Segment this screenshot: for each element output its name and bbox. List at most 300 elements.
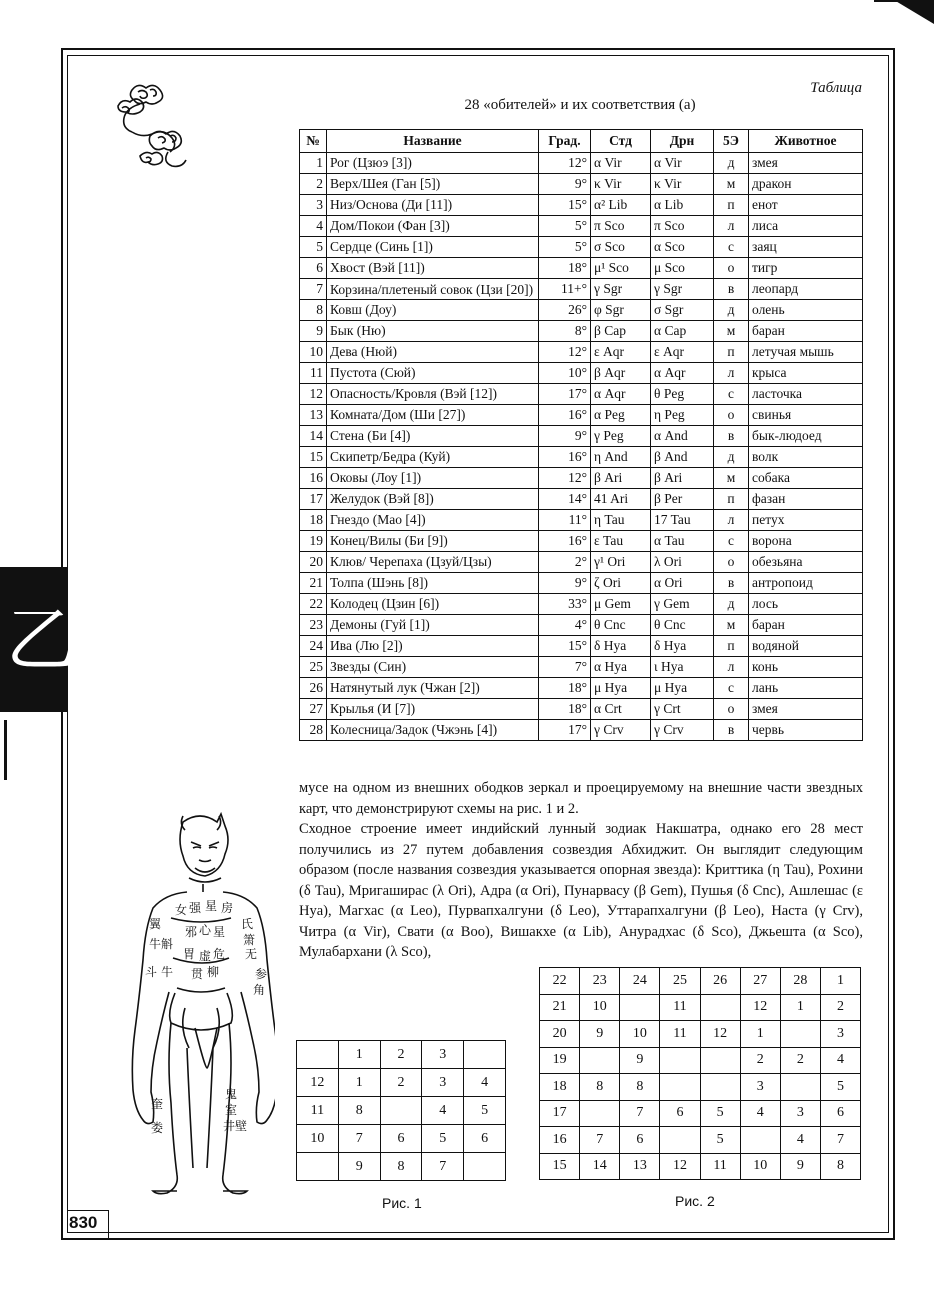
table-cell: 16 (300, 468, 327, 489)
table-cell: Бык (Ню) (327, 321, 539, 342)
table-cell: 10 (300, 342, 327, 363)
table-cell: фазан (749, 489, 863, 510)
table-cell: конь (749, 657, 863, 678)
grid-cell: 2 (380, 1041, 422, 1069)
grid-cell: 7 (820, 1127, 860, 1154)
table-cell: Оковы (Лоу [1]) (327, 468, 539, 489)
table-cell: η Peg (651, 405, 714, 426)
table-cell: μ Hya (591, 678, 651, 699)
table-cell: 33° (539, 594, 591, 615)
table-cell: д (714, 594, 749, 615)
grid-cell: 3 (820, 1021, 860, 1048)
table-cell: π Sco (651, 216, 714, 237)
grid-cell: 12 (660, 1153, 700, 1180)
svg-text:井: 井 (223, 1119, 236, 1133)
table-cell: лось (749, 594, 863, 615)
table-label: Таблица (810, 80, 862, 96)
table-cell: 8 (300, 300, 327, 321)
table-row (300, 342, 863, 363)
svg-text:无: 无 (245, 947, 258, 961)
table-cell: 9° (539, 174, 591, 195)
grid-cell: 2 (740, 1047, 780, 1074)
table-cell: летучая мышь (749, 342, 863, 363)
table-cell: л (714, 657, 749, 678)
table-cell: κ Vir (591, 174, 651, 195)
table-cell: Звезды (Син) (327, 657, 539, 678)
grid-cell: 24 (620, 968, 660, 995)
table-cell: Колодец (Цзин [6]) (327, 594, 539, 615)
table-cell: ι Hya (651, 657, 714, 678)
column-header: Название (327, 130, 539, 153)
table-cell: Хвост (Вэй [11]) (327, 258, 539, 279)
table-cell: Стена (Би [4]) (327, 426, 539, 447)
table-cell: п (714, 489, 749, 510)
grid-cell: 6 (620, 1127, 660, 1154)
table-cell: 7° (539, 657, 591, 678)
table-cell: η And (591, 447, 651, 468)
table-cell: 16° (539, 447, 591, 468)
table-cell: д (714, 153, 749, 174)
table-cell: л (714, 216, 749, 237)
table-cell: η Tau (591, 510, 651, 531)
table-cell: 9° (539, 426, 591, 447)
table-cell: α Vir (591, 153, 651, 174)
table-cell: петух (749, 510, 863, 531)
figure-2-grid (539, 967, 861, 1180)
grid-cell: 4 (820, 1047, 860, 1074)
table-cell: μ Sco (651, 258, 714, 279)
grid-cell: 11 (660, 1021, 700, 1048)
grid-row (297, 1041, 506, 1069)
table-cell: 5° (539, 237, 591, 258)
grid-cell: 15 (540, 1153, 580, 1180)
table-cell: α Aqr (591, 384, 651, 405)
table-row (300, 279, 863, 300)
grid-cell: 3 (422, 1069, 464, 1097)
table-cell: 21 (300, 573, 327, 594)
grid-cell (580, 1047, 620, 1074)
table-cell: Гнездо (Мао [4]) (327, 510, 539, 531)
table-cell: Толпа (Шэнь [8]) (327, 573, 539, 594)
page-number: 830 (69, 1213, 98, 1232)
grid-cell: 8 (580, 1074, 620, 1101)
table-body (300, 153, 863, 741)
grid-cell: 12 (700, 1021, 740, 1048)
table-cell: 18° (539, 678, 591, 699)
table-cell: о (714, 405, 749, 426)
grid-cell: 1 (338, 1041, 380, 1069)
table-cell: δ Hya (591, 636, 651, 657)
table-cell: крыса (749, 363, 863, 384)
table-row (300, 468, 863, 489)
table-row (300, 678, 863, 699)
svg-text:角: 角 (253, 983, 266, 997)
table-cell: σ Sgr (651, 300, 714, 321)
table-cell: ε Aqr (591, 342, 651, 363)
grid-cell (620, 994, 660, 1021)
grid-cell (700, 994, 740, 1021)
table-cell: свинья (749, 405, 863, 426)
paragraph: мусе на одном из внешних ободков зеркал и проецируемому на внешние части звездных карт, что демонстрируют схемы на рис. 1 и 2. (299, 780, 863, 817)
table-cell: заяц (749, 237, 863, 258)
table-cell: α Cap (651, 321, 714, 342)
table-cell: 15 (300, 447, 327, 468)
side-rule (4, 720, 7, 780)
grid-cell: 19 (540, 1047, 580, 1074)
table-cell: Низ/Основа (Ди [11]) (327, 195, 539, 216)
table-cell: θ Cnc (651, 615, 714, 636)
grid-cell: 8 (820, 1153, 860, 1180)
svg-text:箫: 箫 (243, 933, 256, 947)
table-row (300, 426, 863, 447)
table-cell: 14° (539, 489, 591, 510)
grid-row (540, 1021, 861, 1048)
column-header: Стд (591, 130, 651, 153)
table-cell: 22 (300, 594, 327, 615)
table-cell: п (714, 342, 749, 363)
grid-cell (660, 1127, 700, 1154)
svg-text:柳: 柳 (207, 965, 220, 979)
grid-cell: 7 (422, 1153, 464, 1181)
grid-cell: 1 (740, 1021, 780, 1048)
table-cell: змея (749, 153, 863, 174)
table-cell: 16° (539, 531, 591, 552)
svg-text:强: 强 (189, 901, 202, 915)
grid-cell: 22 (540, 968, 580, 995)
table-cell: о (714, 552, 749, 573)
table-cell: α Peg (591, 405, 651, 426)
table-cell: Дом/Покои (Фан [3]) (327, 216, 539, 237)
table-cell: м (714, 174, 749, 195)
table-row (300, 174, 863, 195)
grid-cell: 9 (620, 1047, 660, 1074)
table-cell: ζ Ori (591, 573, 651, 594)
figure-2-caption: Рис. 2 (675, 1193, 715, 1209)
table-cell: 2° (539, 552, 591, 573)
table-cell: с (714, 531, 749, 552)
table-row (300, 405, 863, 426)
svg-text:星: 星 (213, 925, 226, 939)
grid-cell: 9 (338, 1153, 380, 1181)
table-cell: 3 (300, 195, 327, 216)
table-cell: 5° (539, 216, 591, 237)
grid-cell (464, 1041, 506, 1069)
table-cell: Рог (Цзюэ [3]) (327, 153, 539, 174)
table-cell: ε Tau (591, 531, 651, 552)
table-cell: о (714, 699, 749, 720)
grid-row (540, 1127, 861, 1154)
table-cell: γ Sgr (651, 279, 714, 300)
table-cell: 13 (300, 405, 327, 426)
table-cell: 16° (539, 405, 591, 426)
grid-cell (780, 1021, 820, 1048)
svg-text:房: 房 (221, 901, 234, 915)
grid-cell (464, 1153, 506, 1181)
svg-text:心: 心 (199, 923, 212, 937)
table-row (300, 636, 863, 657)
grid-cell: 4 (422, 1097, 464, 1125)
table-row (300, 657, 863, 678)
grid-cell (700, 1047, 740, 1074)
grid-cell: 7 (620, 1100, 660, 1127)
table-cell: Ива (Лю [2]) (327, 636, 539, 657)
table-cell: в (714, 720, 749, 741)
table-cell: 4 (300, 216, 327, 237)
table-cell: 41 Ari (591, 489, 651, 510)
svg-text:翼: 翼 (149, 917, 162, 931)
table-cell: змея (749, 699, 863, 720)
table-cell: 8° (539, 321, 591, 342)
table-cell: 5 (300, 237, 327, 258)
table-cell: Натянутый лук (Чжан [2]) (327, 678, 539, 699)
table-cell: л (714, 510, 749, 531)
table-cell: μ Hya (651, 678, 714, 699)
table-cell: 25 (300, 657, 327, 678)
table-cell: енот (749, 195, 863, 216)
table-cell: ворона (749, 531, 863, 552)
column-header: Дрн (651, 130, 714, 153)
table-cell: 15° (539, 636, 591, 657)
grid-cell: 11 (660, 994, 700, 1021)
table-cell: д (714, 300, 749, 321)
table-cell: лиса (749, 216, 863, 237)
corner-rule (874, 0, 934, 2)
table-cell: μ¹ Sco (591, 258, 651, 279)
grid-cell: 2 (820, 994, 860, 1021)
table-row (300, 363, 863, 384)
table-cell: 28 (300, 720, 327, 741)
grid-cell (297, 1153, 339, 1181)
column-header: Град. (539, 130, 591, 153)
svg-text:鬼: 鬼 (225, 1087, 238, 1101)
grid-cell: 25 (660, 968, 700, 995)
grid-cell: 8 (380, 1153, 422, 1181)
table-cell: м (714, 468, 749, 489)
table-cell: 11+° (539, 279, 591, 300)
figure-2-body (540, 968, 861, 1180)
table-cell: γ Crv (591, 720, 651, 741)
table-row (300, 300, 863, 321)
grid-cell: 4 (464, 1069, 506, 1097)
cloud-illustration (110, 76, 230, 186)
table-cell: 4° (539, 615, 591, 636)
table-row (300, 489, 863, 510)
table-cell: о (714, 258, 749, 279)
table-cell: 11° (539, 510, 591, 531)
grid-cell: 23 (580, 968, 620, 995)
svg-text:胃: 胃 (183, 947, 196, 961)
table-cell: θ Cnc (591, 615, 651, 636)
table-cell: γ Peg (591, 426, 651, 447)
table-row (300, 447, 863, 468)
column-header: Животное (749, 130, 863, 153)
table-cell: в (714, 279, 749, 300)
table-cell: Демоны (Гуй [1]) (327, 615, 539, 636)
table-cell: Сердце (Синь [1]) (327, 237, 539, 258)
table-cell: 18 (300, 510, 327, 531)
grid-cell: 1 (338, 1069, 380, 1097)
table-cell: п (714, 195, 749, 216)
grid-cell: 5 (422, 1125, 464, 1153)
table-row (300, 216, 863, 237)
grid-row (297, 1069, 506, 1097)
grid-cell: 10 (580, 994, 620, 1021)
corner-mark (894, 0, 934, 24)
table-cell: 23 (300, 615, 327, 636)
svg-text:女: 女 (175, 903, 188, 917)
table-cell: α Tau (651, 531, 714, 552)
table-header-row (300, 130, 863, 153)
grid-cell: 7 (580, 1127, 620, 1154)
table-cell: β Cap (591, 321, 651, 342)
grid-cell: 10 (620, 1021, 660, 1048)
grid-cell: 5 (464, 1097, 506, 1125)
grid-cell: 2 (780, 1047, 820, 1074)
table-cell: π Sco (591, 216, 651, 237)
grid-cell: 18 (540, 1074, 580, 1101)
table-row (300, 258, 863, 279)
table-cell: в (714, 573, 749, 594)
table-cell: β Ari (591, 468, 651, 489)
figure-1-caption: Рис. 1 (382, 1195, 422, 1211)
grid-cell: 6 (464, 1125, 506, 1153)
table-cell: червь (749, 720, 863, 741)
table-row (300, 552, 863, 573)
grid-cell: 11 (700, 1153, 740, 1180)
table-cell: ласточка (749, 384, 863, 405)
grid-row (297, 1097, 506, 1125)
table-cell: 19 (300, 531, 327, 552)
table-cell: 26 (300, 678, 327, 699)
grid-cell: 3 (740, 1074, 780, 1101)
grid-cell (740, 1127, 780, 1154)
grid-row (540, 968, 861, 995)
table-cell: 17 Tau (651, 510, 714, 531)
table-cell: Ковш (Доу) (327, 300, 539, 321)
svg-text:室: 室 (225, 1103, 238, 1117)
table-cell: 10° (539, 363, 591, 384)
grid-row (540, 1153, 861, 1180)
table-cell: м (714, 615, 749, 636)
table-cell: Конец/Вилы (Би [9]) (327, 531, 539, 552)
grid-cell: 3 (422, 1041, 464, 1069)
svg-text:星: 星 (205, 899, 218, 913)
table-cell: γ Crt (651, 699, 714, 720)
grid-cell: 5 (820, 1074, 860, 1101)
grid-cell: 4 (780, 1127, 820, 1154)
grid-cell: 3 (780, 1100, 820, 1127)
grid-cell (660, 1074, 700, 1101)
table-cell: 6 (300, 258, 327, 279)
grid-cell: 20 (540, 1021, 580, 1048)
table-cell: α Crt (591, 699, 651, 720)
grid-row (540, 1100, 861, 1127)
table-cell: баран (749, 321, 863, 342)
table-cell: дракон (749, 174, 863, 195)
svg-text:牛: 牛 (149, 937, 162, 951)
svg-text:奎: 奎 (151, 1097, 164, 1111)
table-cell: тигр (749, 258, 863, 279)
table-cell: β Per (651, 489, 714, 510)
table-cell: леопард (749, 279, 863, 300)
figure-1-body (297, 1041, 506, 1181)
body-text (299, 778, 863, 963)
table-cell: олень (749, 300, 863, 321)
svg-text:娄: 娄 (151, 1121, 164, 1135)
grid-cell: 2 (380, 1069, 422, 1097)
grid-cell (660, 1047, 700, 1074)
table-cell: м (714, 321, 749, 342)
grid-cell: 26 (700, 968, 740, 995)
table-cell: Корзина/плетеный совок (Цзи [20]) (327, 279, 539, 300)
svg-text:危: 危 (213, 947, 226, 961)
grid-row (297, 1153, 506, 1181)
table-cell: δ Hya (651, 636, 714, 657)
table-row (300, 615, 863, 636)
svg-text:斛: 斛 (161, 937, 174, 951)
table-row (300, 237, 863, 258)
table-caption: 28 «обителей» и их соответствия (а) (464, 97, 696, 113)
table-cell: β Ari (651, 468, 714, 489)
table-cell: μ Gem (591, 594, 651, 615)
table-cell: Верх/Шея (Ган [5]) (327, 174, 539, 195)
table-cell: φ Sgr (591, 300, 651, 321)
table-cell: с (714, 237, 749, 258)
table-cell: обезьяна (749, 552, 863, 573)
grid-cell: 8 (620, 1074, 660, 1101)
table-row (300, 195, 863, 216)
table-row (300, 321, 863, 342)
table-row (300, 594, 863, 615)
table-cell: σ Sco (591, 237, 651, 258)
grid-cell: 9 (580, 1021, 620, 1048)
grid-cell: 12 (740, 994, 780, 1021)
table-cell: Крылья (И [7]) (327, 699, 539, 720)
grid-cell: 14 (580, 1153, 620, 1180)
table-cell: α And (651, 426, 714, 447)
table-cell: 12 (300, 384, 327, 405)
svg-text:邪: 邪 (185, 925, 198, 939)
grid-cell: 27 (740, 968, 780, 995)
paragraph: Сходное строение имеет индийский лунный зодиак Накшатра, однако его 28 мест получились из 27 путем добавления созвездия Абхиджит. Он выглядит следующим образом (после названия созвездия указывается опорная звезда): Криттика (η Tau), Рохини (δ Tau), Мригаширас (λ Ori), Адра (α Ori), Пунарвасу (β Gem), Пушья (δ Cnc), Ашлешас (ε Hya), Магхас (α Leo), Пурвапхалгуни (δ Leo), Уттарапхалгуни (β Leo), Наста (γ Crv), Читра (α Vir), Свати (α Boo), Вишакхе (α Lib), Анурадхас (δ Sco), Джьешта (α Sco), Мулабархани (λ Sco), (299, 821, 863, 960)
table-row (300, 720, 863, 741)
table-cell: 18° (539, 699, 591, 720)
grid-cell: 6 (660, 1100, 700, 1127)
table-cell: α Hya (591, 657, 651, 678)
table-cell: Желудок (Вэй [8]) (327, 489, 539, 510)
svg-text:斗: 斗 (145, 965, 158, 979)
table-cell: Комната/Дом (Ши [27]) (327, 405, 539, 426)
table-cell: 14 (300, 426, 327, 447)
grid-cell: 9 (780, 1153, 820, 1180)
grid-cell: 8 (338, 1097, 380, 1125)
grid-cell: 10 (740, 1153, 780, 1180)
column-header: 5Э (714, 130, 749, 153)
table-cell: 11 (300, 363, 327, 384)
svg-text:参: 参 (255, 967, 268, 981)
grid-cell: 21 (540, 994, 580, 1021)
table-cell: γ Sgr (591, 279, 651, 300)
table-cell: Опасность/Кровля (Вэй [12]) (327, 384, 539, 405)
table-cell: Колесница/Задок (Чжэнь [4]) (327, 720, 539, 741)
grid-cell: 5 (700, 1100, 740, 1127)
table-cell: Дева (Нюй) (327, 342, 539, 363)
grid-cell: 1 (820, 968, 860, 995)
mansions-table (299, 129, 863, 741)
grid-cell (580, 1100, 620, 1127)
table-cell: 17 (300, 489, 327, 510)
table-cell: κ Vir (651, 174, 714, 195)
